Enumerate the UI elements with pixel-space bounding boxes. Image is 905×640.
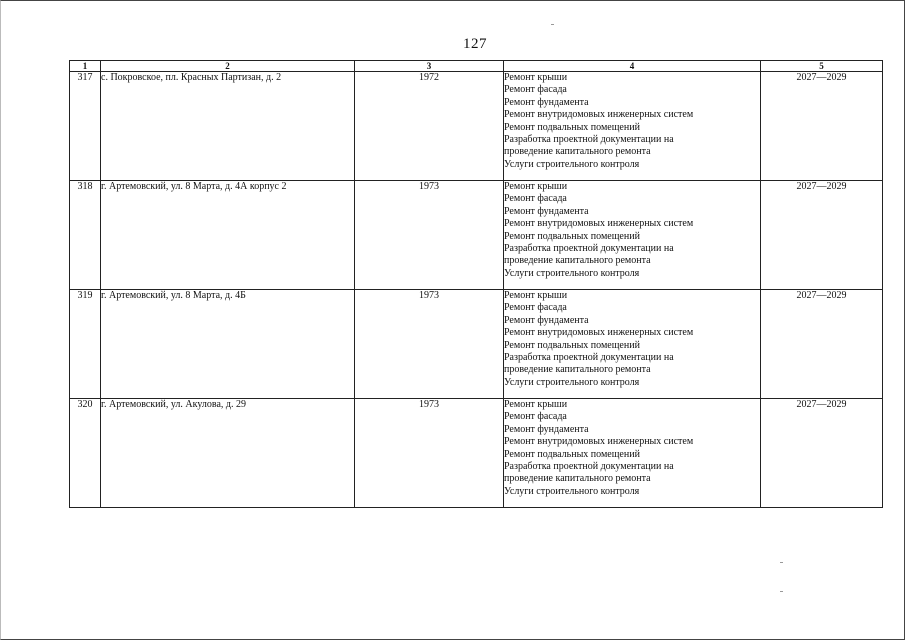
row-number: 320 [70, 399, 101, 508]
work-item: Услуги строительного контроля [504, 267, 640, 279]
work-item: Разработка проектной документации на [504, 243, 674, 255]
row-period: 2027—2029 [761, 181, 883, 290]
table-body [70, 72, 883, 508]
row-number: 319 [70, 290, 101, 399]
work-item: Ремонт внутридомовых инженерных систем [504, 327, 694, 339]
work-item: Ремонт крыши [504, 181, 568, 192]
row-period: 2027—2029 [761, 399, 883, 508]
work-item: Ремонт крыши [504, 72, 568, 83]
work-item: Разработка проектной документации на [504, 134, 674, 146]
row-address: г. Артемовский, ул. 8 Марта, д. 4А корпус 2 [101, 181, 355, 290]
table-row [70, 399, 883, 508]
work-item: Ремонт фундамента [504, 205, 589, 217]
work-item: проведение капитального ремонта [504, 364, 651, 376]
table-row [70, 72, 883, 181]
row-address: г. Артемовский, ул. Акулова, д. 29 [101, 399, 355, 508]
row-year: 1972 [355, 72, 504, 181]
work-item: проведение капитального ремонта [504, 473, 651, 485]
row-address: с. Покровское, пл. Красных Партизан, д. 2 [101, 72, 355, 181]
work-item: Ремонт фундамента [504, 423, 589, 435]
work-item: Услуги строительного контроля [504, 158, 640, 170]
work-item: Ремонт фасада [504, 411, 567, 423]
work-item: Ремонт внутридомовых инженерных систем [504, 109, 694, 121]
row-year: 1973 [355, 290, 504, 399]
work-item: Ремонт подвальных помещений [504, 448, 640, 460]
row-works [504, 290, 761, 399]
row-number: 317 [70, 72, 101, 181]
row-period: 2027—2029 [761, 290, 883, 399]
row-works [504, 72, 761, 181]
work-item: Ремонт подвальных помещений [504, 339, 640, 351]
work-item: Ремонт фасада [504, 84, 567, 96]
scan-speck [780, 562, 783, 563]
work-item: проведение капитального ремонта [504, 255, 651, 267]
table-row [70, 290, 883, 399]
work-item: проведение капитального ремонта [504, 146, 651, 158]
work-item: Ремонт внутридомовых инженерных систем [504, 218, 694, 230]
work-item: Разработка проектной документации на [504, 461, 674, 473]
column-header-5: 5 [761, 61, 883, 72]
work-item: Услуги строительного контроля [504, 485, 640, 497]
work-item: Ремонт фасада [504, 302, 567, 314]
column-header-2: 2 [101, 61, 355, 72]
work-item: Ремонт фасада [504, 193, 567, 205]
work-item: Ремонт подвальных помещений [504, 121, 640, 133]
work-item: Ремонт крыши [504, 290, 568, 301]
scan-speck [551, 24, 554, 25]
row-period: 2027—2029 [761, 72, 883, 181]
row-year: 1973 [355, 399, 504, 508]
work-item: Ремонт внутридомовых инженерных систем [504, 436, 694, 448]
row-year: 1973 [355, 181, 504, 290]
work-item: Ремонт подвальных помещений [504, 230, 640, 242]
header-row [70, 61, 883, 72]
work-item: Ремонт фундамента [504, 314, 589, 326]
row-works [504, 181, 761, 290]
column-header-1: 1 [70, 61, 101, 72]
row-address: г. Артемовский, ул. 8 Марта, д. 4Б [101, 290, 355, 399]
row-number: 318 [70, 181, 101, 290]
work-item: Услуги строительного контроля [504, 376, 640, 388]
scan-speck [780, 591, 783, 592]
work-item: Разработка проектной документации на [504, 352, 674, 364]
repair-schedule-table [69, 60, 883, 508]
work-item: Ремонт фундамента [504, 96, 589, 108]
column-header-3: 3 [355, 61, 504, 72]
table-row [70, 181, 883, 290]
page-number: 127 [463, 36, 487, 52]
work-item: Ремонт крыши [504, 399, 568, 410]
column-header-4: 4 [504, 61, 761, 72]
row-works [504, 399, 761, 508]
